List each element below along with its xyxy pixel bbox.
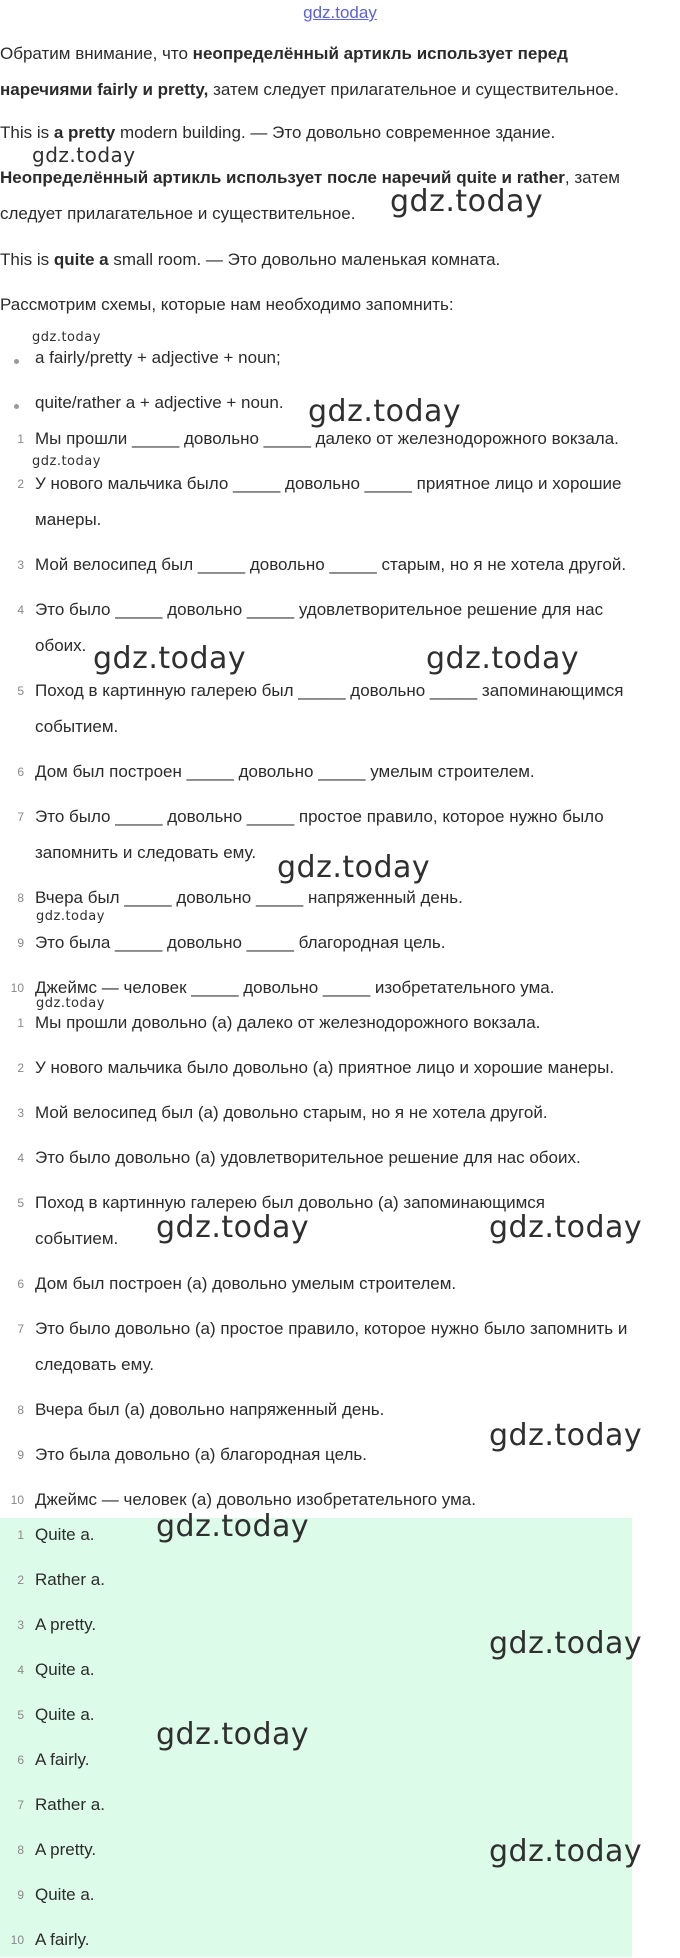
item-number: 4 (17, 1663, 24, 1677)
item-number: 1 (17, 432, 24, 446)
item-number: 3 (17, 1106, 24, 1120)
item-text: Джеймс — человек _____ довольно _____ изобретательного ума. (35, 978, 555, 997)
item-number: 5 (17, 684, 24, 698)
watermark: gdz.today (489, 1210, 643, 1245)
item-number: 6 (17, 1753, 24, 1767)
site-header-link[interactable]: gdz.today (303, 3, 377, 22)
item-text: Мы прошли довольно (а) далеко от железнодорожного вокзала. (35, 1013, 541, 1032)
item-text-continued: событием. (35, 1229, 119, 1248)
watermark: gdz.today (426, 641, 580, 676)
answer-text: Quite a. (35, 1525, 95, 1544)
item-text: Это была довольно (а) благородная цель. (35, 1445, 367, 1464)
item-number: 5 (17, 1196, 24, 1210)
item-text: Это было довольно (а) удовлетворительное решение для нас обоих. (35, 1148, 581, 1167)
item-text: У нового мальчика было _____ довольно _____ приятное лицо и хорошие (35, 474, 622, 493)
watermark: gdz.today (489, 1626, 643, 1661)
watermark: gdz.today (32, 454, 101, 469)
item-text: Это было _____ довольно _____ удовлетворительное решение для нас (35, 600, 604, 619)
watermark: gdz.today (93, 641, 247, 676)
watermark: gdz.today (308, 394, 462, 429)
watermark: gdz.today (277, 850, 431, 885)
item-number: 3 (17, 1618, 24, 1632)
item-number: 1 (17, 1016, 24, 1030)
answer-text: A fairly. (35, 1750, 90, 1769)
item-number: 8 (17, 891, 24, 905)
item-text-continued: обоих. (35, 636, 87, 655)
watermark: gdz.today (36, 996, 105, 1011)
intro-paragraph-2 (0, 160, 676, 232)
answer-text: Rather a. (35, 1570, 105, 1589)
watermark: gdz.today (156, 1210, 310, 1245)
watermark: gdz.today (489, 1418, 643, 1453)
intro-paragraph-3: Рассмотрим схемы, которые нам необходимо запомнить: (0, 295, 454, 314)
item-text: У нового мальчика было довольно (а) приятное лицо и хорошие манеры. (35, 1058, 615, 1077)
item-text: Поход в картинную галерею был довольно (а) запоминающимся (35, 1193, 545, 1212)
item-text-continued: манеры. (35, 510, 102, 529)
item-text: Дом был построен (а) довольно умелым строителем. (35, 1274, 457, 1293)
scheme-item: quite/rather a + adjective + noun. (35, 393, 284, 412)
item-number: 4 (17, 1151, 24, 1165)
intro-p1-c: наречиями fairly и pretty, (0, 80, 209, 99)
item-text: Вчера был (а) довольно напряженный день. (35, 1400, 385, 1419)
item-number: 2 (17, 1573, 24, 1587)
item-text: Джеймс — человек (а) довольно изобретательного ума. (35, 1490, 476, 1509)
item-number: 6 (17, 1277, 24, 1291)
item-number: 7 (17, 810, 24, 824)
item-text: Поход в картинную галерею был _____ довольно _____ запоминающимся (35, 681, 624, 700)
item-text: Мы прошли _____ довольно _____ далеко от железнодорожного вокзала. (35, 429, 619, 448)
answer-text: A pretty. (35, 1615, 97, 1634)
item-number: 7 (17, 1798, 24, 1812)
intro-paragraph-1 (0, 36, 676, 108)
item-number: 10 (10, 1933, 24, 1947)
item-number: 9 (17, 936, 24, 950)
watermark: gdz.today (156, 1717, 310, 1752)
item-number: 9 (17, 1448, 24, 1462)
item-number: 7 (17, 1322, 24, 1336)
example-1-a: This is (0, 123, 54, 142)
item-text: Это была _____ довольно _____ благородная цель. (35, 933, 446, 952)
intro-p1-d: затем следует прилагательное и существительное. (208, 80, 619, 99)
item-text-continued: следовать ему. (35, 1355, 155, 1374)
watermark: gdz.today (32, 330, 101, 345)
answer-text: A pretty. (35, 1840, 97, 1859)
item-text-continued: событием. (35, 717, 119, 736)
answer-text: Rather a. (35, 1795, 105, 1814)
example-1-c: modern building. — Это довольно современное здание. (115, 123, 556, 142)
watermark: gdz.today (156, 1509, 310, 1544)
item-number: 3 (17, 558, 24, 572)
answer-text: Quite a. (35, 1885, 95, 1904)
intro-p2-b: , затем (564, 168, 620, 187)
item-text-continued: запомнить и следовать ему. (35, 843, 257, 862)
intro-p1-a: Обратим внимание, что (0, 44, 193, 63)
example-2-c: small room. — Это довольно маленькая комната. (108, 250, 501, 269)
example-2-a: This is (0, 250, 54, 269)
item-number: 6 (17, 765, 24, 779)
watermark: gdz.today (32, 143, 136, 167)
example-2 (0, 242, 676, 278)
item-number: 1 (17, 1528, 24, 1542)
watermark: gdz.today (489, 1834, 643, 1869)
item-text: Вчера был _____ довольно _____ напряженный день. (35, 888, 463, 907)
item-text: Это было _____ довольно _____ простое правило, которое нужно было (35, 807, 604, 826)
item-number: 4 (17, 603, 24, 617)
item-number: 8 (17, 1843, 24, 1857)
item-number: 9 (17, 1888, 24, 1902)
intro-p2-a: Неопределённый артикль использует после наречий quite и rather (0, 168, 565, 187)
item-number: 2 (17, 477, 24, 491)
answer-text: Quite a. (35, 1660, 95, 1679)
item-text: Мой велосипед был (а) довольно старым, но я не хотела другой. (35, 1103, 548, 1122)
item-number: 10 (10, 1493, 24, 1507)
item-number: 5 (17, 1708, 24, 1722)
bullet-icon (14, 359, 19, 364)
watermark: gdz.today (390, 184, 544, 219)
intro-p2-c: следует прилагательное и существительное. (0, 204, 356, 223)
bullet-icon (14, 404, 19, 409)
answer-text: Quite a. (35, 1705, 95, 1724)
scheme-item: a fairly/pretty + adjective + noun; (35, 348, 281, 367)
intro-p1-b: неопределённый артикль использует перед (192, 44, 568, 63)
item-number: 8 (17, 1403, 24, 1417)
item-text: Это было довольно (а) простое правило, которое нужно было запомнить и (35, 1319, 628, 1338)
item-number: 10 (10, 981, 24, 995)
item-number: 2 (17, 1061, 24, 1075)
item-text: Мой велосипед был _____ довольно _____ старым, но я не хотела другой. (35, 555, 627, 574)
watermark: gdz.today (36, 909, 105, 924)
answer-text: A fairly. (35, 1930, 90, 1949)
item-text: Дом был построен _____ довольно _____ умелым строителем. (35, 762, 535, 781)
example-1-b: a pretty (53, 123, 116, 142)
example-2-b: quite a (53, 250, 109, 269)
